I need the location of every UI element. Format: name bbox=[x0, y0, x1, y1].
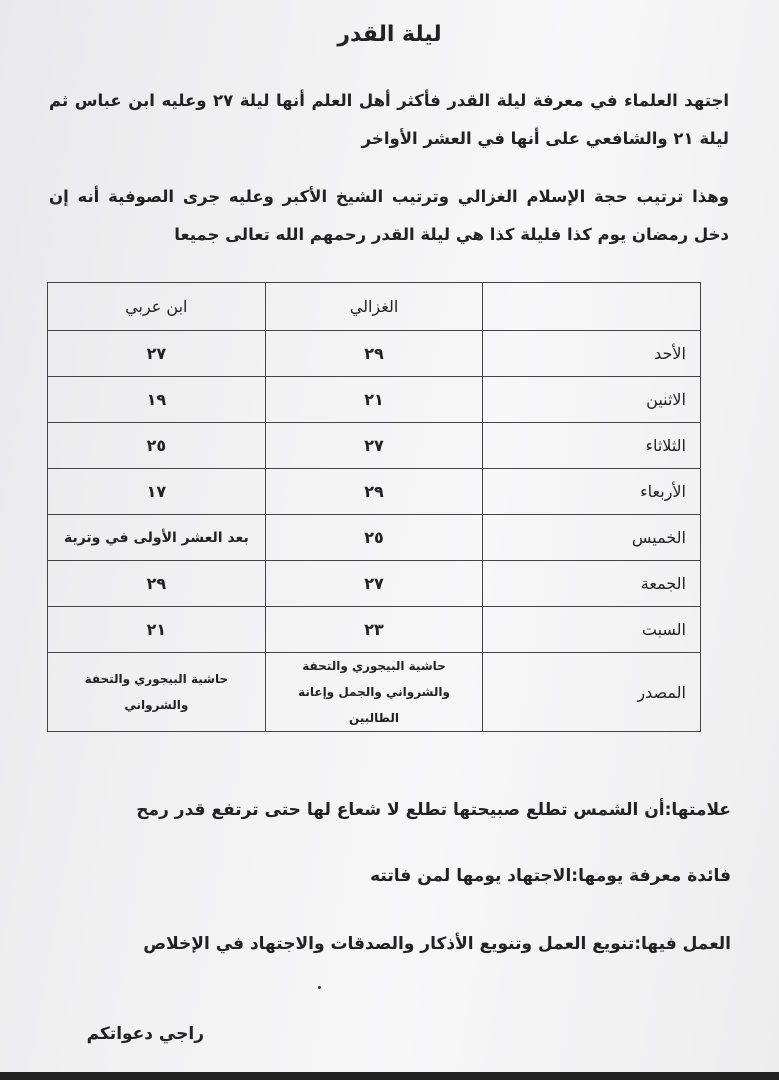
table-header-row bbox=[48, 283, 701, 331]
ghazali-cell: ٢٧ bbox=[265, 423, 483, 469]
day-cell: الثلاثاء bbox=[483, 423, 701, 469]
page-bottom-edge bbox=[0, 1072, 779, 1080]
table-row bbox=[48, 423, 701, 469]
ghazali-source: حاشية البيجوري والتحفة والشرواني والجمل وإعانة الطالبين bbox=[265, 653, 483, 732]
ghazali-cell: ٢٩ bbox=[265, 469, 483, 515]
day-cell: السبت bbox=[483, 607, 701, 653]
day-cell: الجمعة bbox=[483, 561, 701, 607]
ghazali-cell: ٢٩ bbox=[265, 331, 483, 377]
signature: راجي دعواتكم bbox=[86, 1024, 204, 1044]
table-row bbox=[48, 331, 701, 377]
intro-paragraph: اجتهد العلماء في معرفة ليلة القدر فأكثر أهل العلم أنها ليلة ٢٧ وعليه ابن عباس ثم ليلة ٢١ والشافعي على أنها في العشر الأواخر bbox=[49, 91, 729, 148]
sign-note: علامتها:أن الشمس تطلع صبيحتها تطلع لا شعاع لها حتى ترتفع قدر رمح bbox=[136, 800, 731, 820]
day-cell: الخميس bbox=[483, 515, 701, 561]
ghazali-cell: ٢١ bbox=[265, 377, 483, 423]
ibn-arabi-cell: ٢١ bbox=[48, 607, 266, 653]
ink-dot bbox=[318, 986, 321, 989]
ibn-arabi-cell: ١٩ bbox=[48, 377, 266, 423]
ghazali-cell: ٢٣ bbox=[265, 607, 483, 653]
ibn-arabi-source: حاشية البيجوري والتحفة والشرواني bbox=[48, 653, 266, 732]
ibn-arabi-cell: ٢٧ bbox=[48, 331, 266, 377]
header-day bbox=[483, 283, 701, 331]
ibn-arabi-cell: ١٧ bbox=[48, 469, 266, 515]
ibn-arabi-cell: ٢٩ bbox=[48, 561, 266, 607]
page-title: ليلة القدر bbox=[337, 22, 442, 47]
table-row bbox=[48, 607, 701, 653]
day-cell: الاثنين bbox=[483, 377, 701, 423]
ibn-arabi-cell: بعد العشر الأولى في وترية bbox=[48, 515, 266, 561]
header-ghazali: الغزالي bbox=[265, 283, 483, 331]
laylat-al-qadr-table bbox=[47, 282, 701, 732]
deeds-note: العمل فيها:تنويع العمل وتنويع الأذكار والصدقات والاجتهاد في الإخلاص bbox=[143, 934, 731, 954]
order-paragraph: وهذا ترتيب حجة الإسلام الغزالي وترتيب الشيخ الأكبر وعليه جرى الصوفية أنه إن دخل رمضان يوم كذا فليلة كذا هي ليلة القدر رحمهم الله تعالى جميعا bbox=[49, 187, 729, 244]
table-row bbox=[48, 515, 701, 561]
day-cell: الأحد bbox=[483, 331, 701, 377]
ghazali-cell: ٢٥ bbox=[265, 515, 483, 561]
source-row bbox=[48, 653, 701, 732]
benefit-note: فائدة معرفة يومها:الاجتهاد يومها لمن فاتته bbox=[370, 866, 731, 886]
day-cell: الأربعاء bbox=[483, 469, 701, 515]
table-row bbox=[48, 377, 701, 423]
table-row bbox=[48, 469, 701, 515]
ibn-arabi-cell: ٢٥ bbox=[48, 423, 266, 469]
header-ibn-arabi: ابن عربي bbox=[48, 283, 266, 331]
source-label: المصدر bbox=[483, 653, 701, 732]
ghazali-cell: ٢٧ bbox=[265, 561, 483, 607]
table-row bbox=[48, 561, 701, 607]
